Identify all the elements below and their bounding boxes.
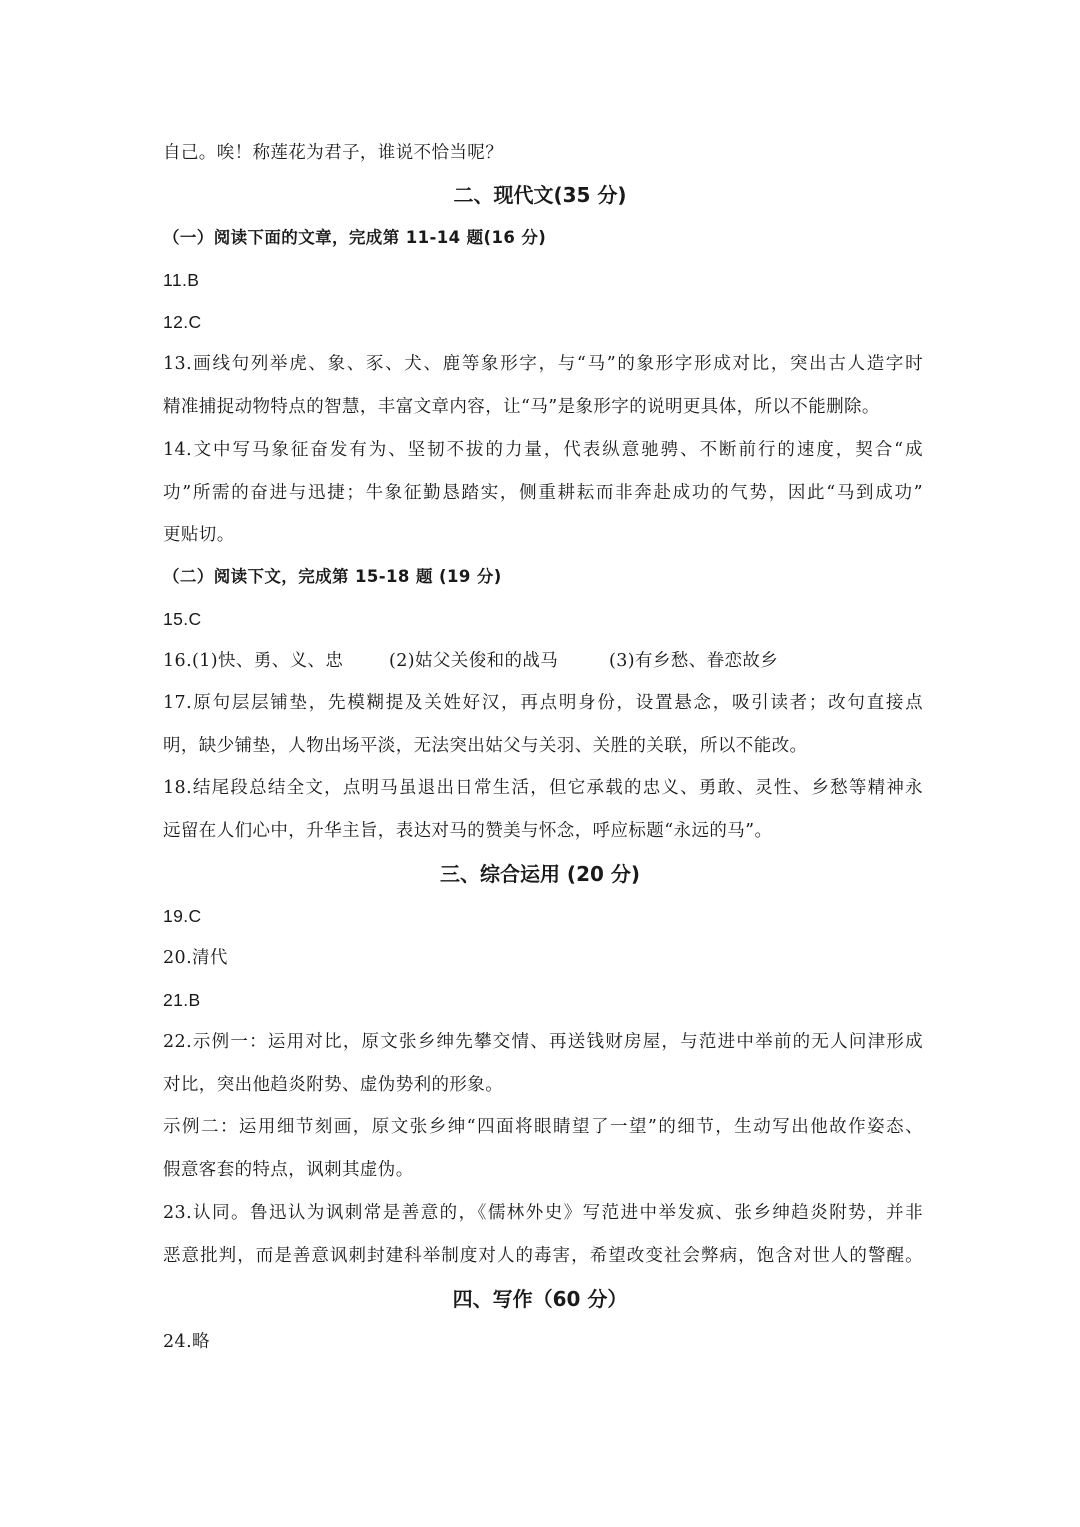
answer-17-line-2: 明，缺少铺垫，人物出场平淡，无法突出姑父与关羽、关胜的关联，所以不能改。: [163, 736, 808, 756]
section-3-heading: 三、综合运用 (20 分): [439, 862, 641, 886]
answer-15: 15.C: [163, 609, 202, 629]
answer-22-line-2: 对比，突出他趋炎附势、虚伪势利的形象。: [163, 1075, 504, 1095]
part-2-title: （二）阅读下文，完成第 15-18 题 (19 分): [163, 567, 502, 586]
answer-11: 11.B: [163, 270, 200, 290]
answer-16: [163, 649, 923, 673]
answer-14-line-3: 更贴切。: [163, 525, 235, 545]
answer-13-line-2: 精准捕捉动物特点的智慧，丰富文章内容，让“马”是象形字的说明更具体，所以不能删除。: [163, 397, 880, 417]
answer-18-line-1: 18.结尾段总结全文，点明马虽退出日常生活，但它承载的忠义、勇敢、灵性、乡愁等精神永: [163, 778, 923, 798]
answer-24: 24.略: [163, 1332, 210, 1352]
section-4-heading: 四、写作（60 分）: [452, 1287, 628, 1311]
answer-13-line-1: 13.画线句列举虎、象、豕、犬、鹿等象形字，与“马”的象形字形成对比，突出古人造字时: [163, 354, 923, 374]
answer-17-line-1: 17.原句层层铺垫，先模糊提及关姓好汉，再点明身份，设置悬念，吸引读者；改句直接点: [163, 693, 923, 713]
answer-16-part-3: (3)有乡愁、眷恋故乡: [609, 651, 779, 671]
answer-16-part-1: 16.(1)快、勇、义、忠: [163, 651, 344, 671]
answer-18-line-2: 远留在人们心中，升华主旨，表达对马的赞美与怀念，呼应标题“永远的马”。: [163, 821, 773, 841]
answer-19: 19.C: [163, 906, 202, 926]
answer-22-line-3: 示例二：运用细节刻画，原文张乡绅“四面将眼睛望了一望”的细节，生动写出他故作姿态、: [163, 1117, 923, 1137]
part-1-title: （一）阅读下面的文章，完成第 11-14 题(16 分): [163, 228, 547, 247]
answer-14-line-2: 功”所需的奋进与迅捷；牛象征勤恳踏实，侧重耕耘而非奔赴成功的气势，因此“马到成功”: [163, 483, 923, 503]
answer-12: 12.C: [163, 312, 202, 332]
answer-21: 21.B: [163, 990, 201, 1010]
answer-22-line-4: 假意客套的特点，讽刺其虚伪。: [163, 1160, 414, 1180]
answer-22-line-1: 22.示例一：运用对比，原文张乡绅先攀交情、再送钱财房屋，与范进中举前的无人问津形成: [163, 1032, 923, 1052]
answer-23-line-1: 23.认同。鲁迅认为讽刺常是善意的，《儒林外史》写范进中举发疯、张乡绅趋炎附势，并非: [163, 1203, 923, 1223]
answer-20: 20.清代: [163, 948, 228, 968]
answer-14-line-1: 14.文中写马象征奋发有为、坚韧不拔的力量，代表纵意驰骋、不断前行的速度，契合“成: [163, 440, 923, 460]
section-2-heading: 二、现代文(35 分): [453, 183, 627, 207]
answer-16-part-2: (2)姑父关俊和的战马: [389, 651, 559, 671]
intro-line: 自己。唉！称莲花为君子，谁说不恰当呢？: [163, 143, 504, 163]
answer-23-line-2: 恶意批判，而是善意讽刺封建科举制度对人的毒害，希望改变社会弊病，饱含对世人的警醒。: [163, 1246, 923, 1266]
